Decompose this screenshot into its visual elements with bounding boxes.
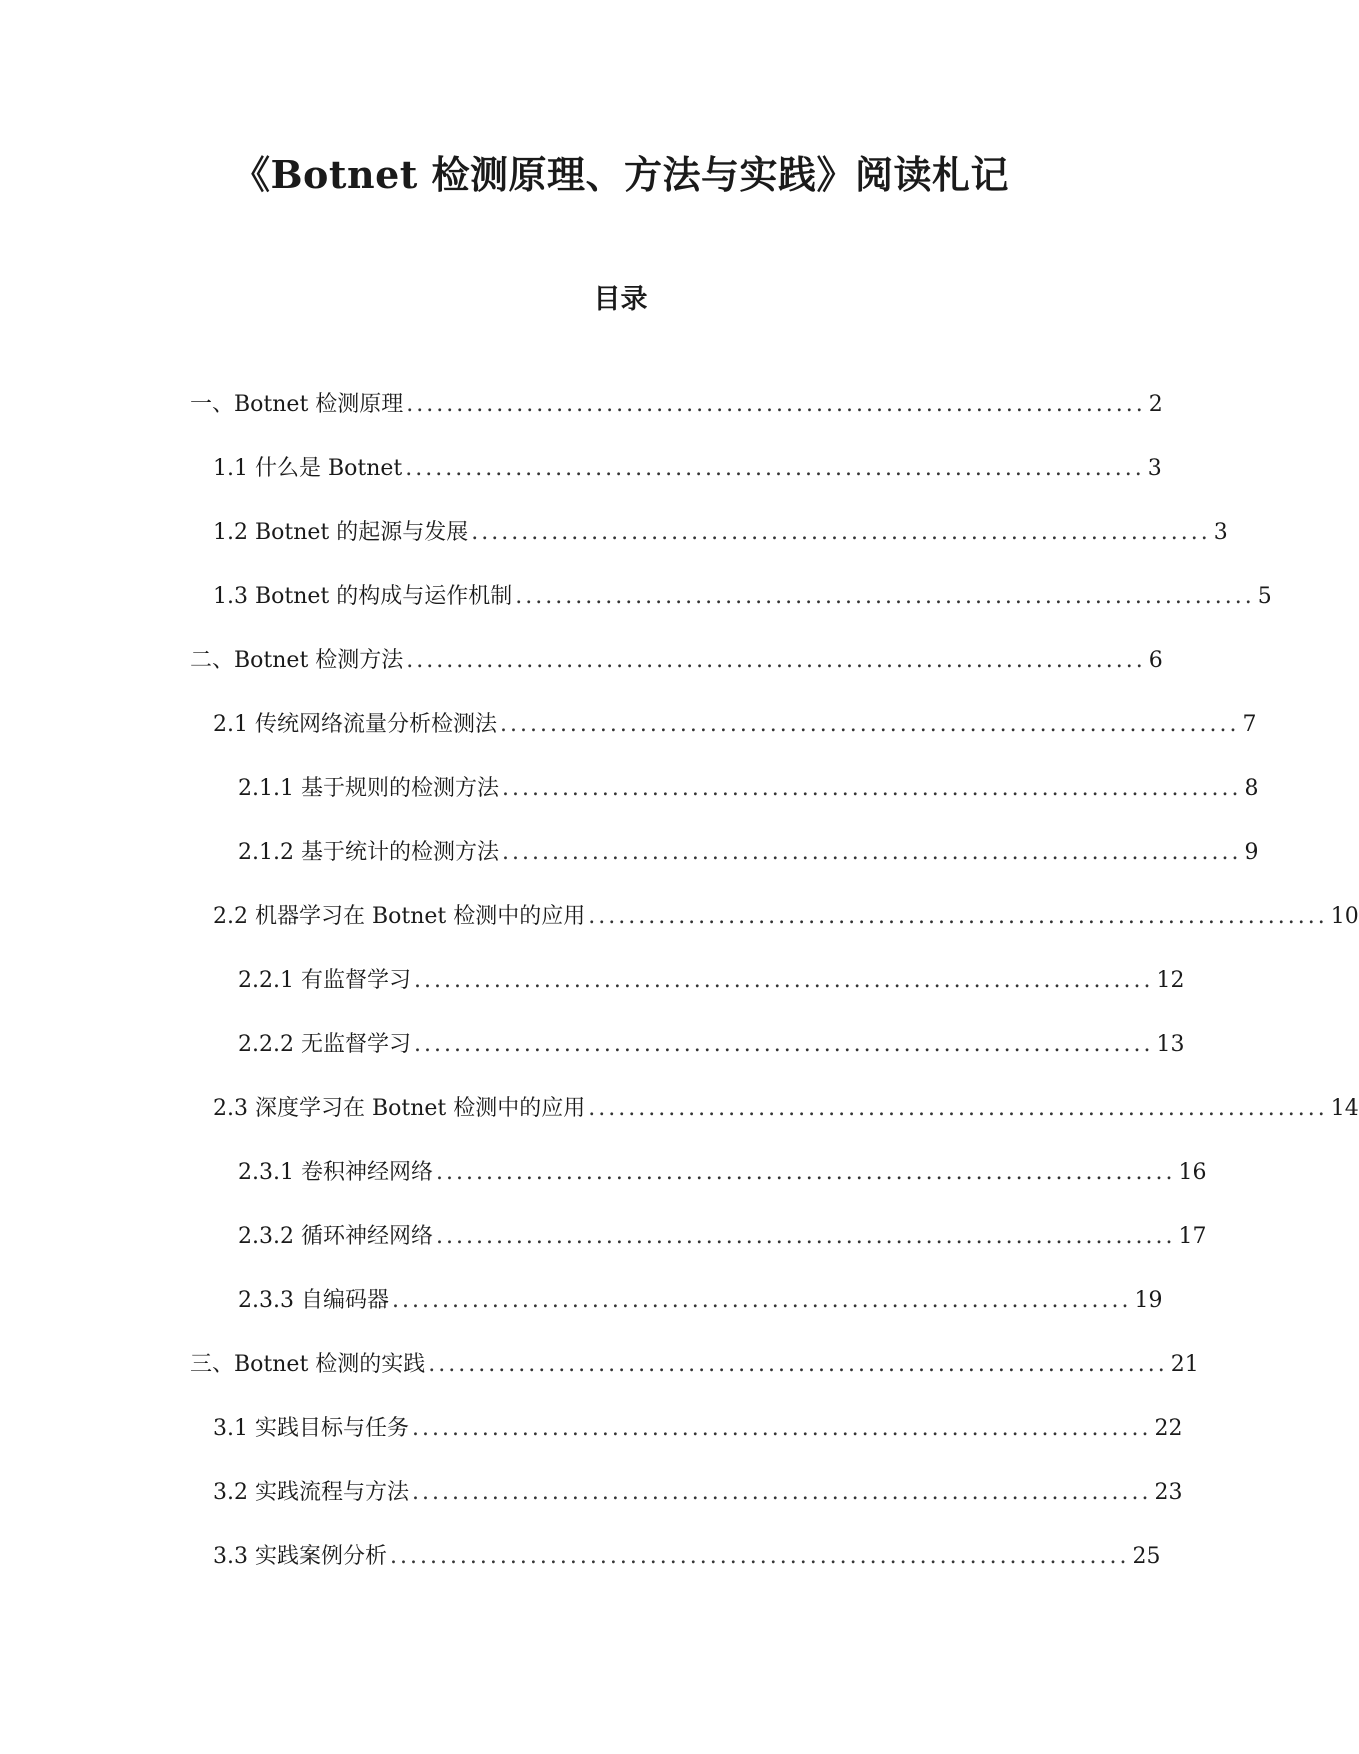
dot-leader: .......................................................................... — [391, 1288, 1132, 1313]
toc-entry[interactable] — [213, 516, 1228, 550]
toc-entry[interactable] — [238, 1028, 1185, 1062]
toc-entry-page: 8 — [1244, 776, 1259, 801]
toc-entry[interactable] — [238, 772, 1259, 806]
dot-leader: .......................................................................... — [588, 904, 1328, 929]
dot-leader: .......................................................................... — [515, 584, 1255, 609]
dot-leader: .......................................................................... — [411, 1416, 1152, 1441]
toc-entry[interactable] — [238, 1284, 1163, 1318]
toc-entry[interactable] — [238, 964, 1185, 998]
dot-leader: .......................................................................... — [428, 1352, 1168, 1377]
toc-entry-label: 二、Botnet 检测方法 — [190, 648, 404, 673]
toc-entry-label: 2.1.1 基于规则的检测方法 — [238, 776, 499, 801]
dot-leader: .......................................................................... — [501, 776, 1242, 801]
toc-entry[interactable] — [190, 644, 1163, 678]
dot-leader: .......................................................................... — [501, 840, 1242, 865]
toc-entry-page: 5 — [1257, 584, 1272, 609]
toc-entry-page: 3 — [1147, 456, 1162, 481]
toc-entry-label: 1.2 Botnet 的起源与发展 — [213, 520, 469, 545]
dot-leader: .......................................................................... — [389, 1544, 1130, 1569]
dot-leader: .......................................................................... — [406, 392, 1146, 417]
dot-leader: .......................................................................... — [413, 968, 1154, 993]
toc-entry-page: 16 — [1178, 1160, 1207, 1185]
toc-entry[interactable] — [213, 1476, 1183, 1510]
dot-leader: .......................................................................... — [411, 1480, 1152, 1505]
dot-leader: .......................................................................... — [435, 1224, 1176, 1249]
toc-entry-label: 2.1 传统网络流量分析检测法 — [213, 712, 497, 737]
toc-entry-page: 2 — [1148, 392, 1163, 417]
toc-entry[interactable] — [190, 388, 1163, 422]
toc-entry-label: 3.3 实践案例分析 — [213, 1544, 387, 1569]
toc-entry-page: 10 — [1330, 904, 1359, 929]
toc-entry[interactable] — [213, 1092, 1359, 1126]
toc-entry-label: 2.3.3 自编码器 — [238, 1288, 389, 1313]
dot-leader: .......................................................................... — [405, 456, 1145, 481]
dot-leader: .......................................................................... — [413, 1032, 1154, 1057]
document-title: 《Botnet 检测原理、方法与实践》阅读札记 — [231, 152, 1010, 197]
toc-entry[interactable] — [238, 836, 1259, 870]
toc-entry-page: 19 — [1134, 1288, 1163, 1313]
toc-entry[interactable] — [238, 1220, 1207, 1254]
toc-entry-page: 23 — [1154, 1480, 1183, 1505]
dot-leader: .......................................................................... — [499, 712, 1240, 737]
toc-entry-label: 一、Botnet 检测原理 — [190, 392, 404, 417]
toc-entry[interactable] — [213, 452, 1162, 486]
toc-entry-page: 7 — [1242, 712, 1257, 737]
toc-entry[interactable] — [213, 708, 1257, 742]
toc-entry[interactable] — [213, 580, 1272, 614]
toc-entry-label: 2.3 深度学习在 Botnet 检测中的应用 — [213, 1096, 586, 1121]
toc-entry[interactable] — [238, 1156, 1207, 1190]
dot-leader: .......................................................................... — [588, 1096, 1328, 1121]
toc-entry-label: 1.3 Botnet 的构成与运作机制 — [213, 584, 513, 609]
toc-entry[interactable] — [213, 900, 1359, 934]
toc-entry-page: 6 — [1148, 648, 1163, 673]
dot-leader: .......................................................................... — [435, 1160, 1176, 1185]
toc-entry-page: 3 — [1213, 520, 1228, 545]
toc-entry-label: 2.2 机器学习在 Botnet 检测中的应用 — [213, 904, 586, 929]
toc-entry-label: 3.1 实践目标与任务 — [213, 1416, 409, 1441]
toc-entry-label: 三、Botnet 检测的实践 — [190, 1352, 426, 1377]
toc-entry[interactable] — [213, 1412, 1183, 1446]
toc-entry-page: 12 — [1156, 968, 1185, 993]
toc-entry-label: 1.1 什么是 Botnet — [213, 456, 403, 481]
toc-entry-label: 3.2 实践流程与方法 — [213, 1480, 409, 1505]
toc-entry-label: 2.3.2 循环神经网络 — [238, 1224, 433, 1249]
toc-entry-label: 2.2.2 无监督学习 — [238, 1032, 411, 1057]
toc-heading: 目录 — [593, 284, 648, 315]
toc-entry-page: 25 — [1132, 1544, 1161, 1569]
toc-entry-label: 2.3.1 卷积神经网络 — [238, 1160, 433, 1185]
toc-entry-page: 17 — [1178, 1224, 1207, 1249]
dot-leader: .......................................................................... — [406, 648, 1146, 673]
toc-entry-page: 9 — [1244, 840, 1259, 865]
toc-entry-page: 21 — [1170, 1352, 1199, 1377]
toc-entry[interactable] — [190, 1348, 1199, 1382]
toc-entry-label: 2.1.2 基于统计的检测方法 — [238, 840, 499, 865]
toc-entry-page: 13 — [1156, 1032, 1185, 1057]
toc-entry-page: 22 — [1154, 1416, 1183, 1441]
toc-entry-label: 2.2.1 有监督学习 — [238, 968, 411, 993]
toc-entry[interactable] — [213, 1540, 1161, 1574]
toc-entry-page: 14 — [1330, 1096, 1359, 1121]
dot-leader: .......................................................................... — [471, 520, 1211, 545]
